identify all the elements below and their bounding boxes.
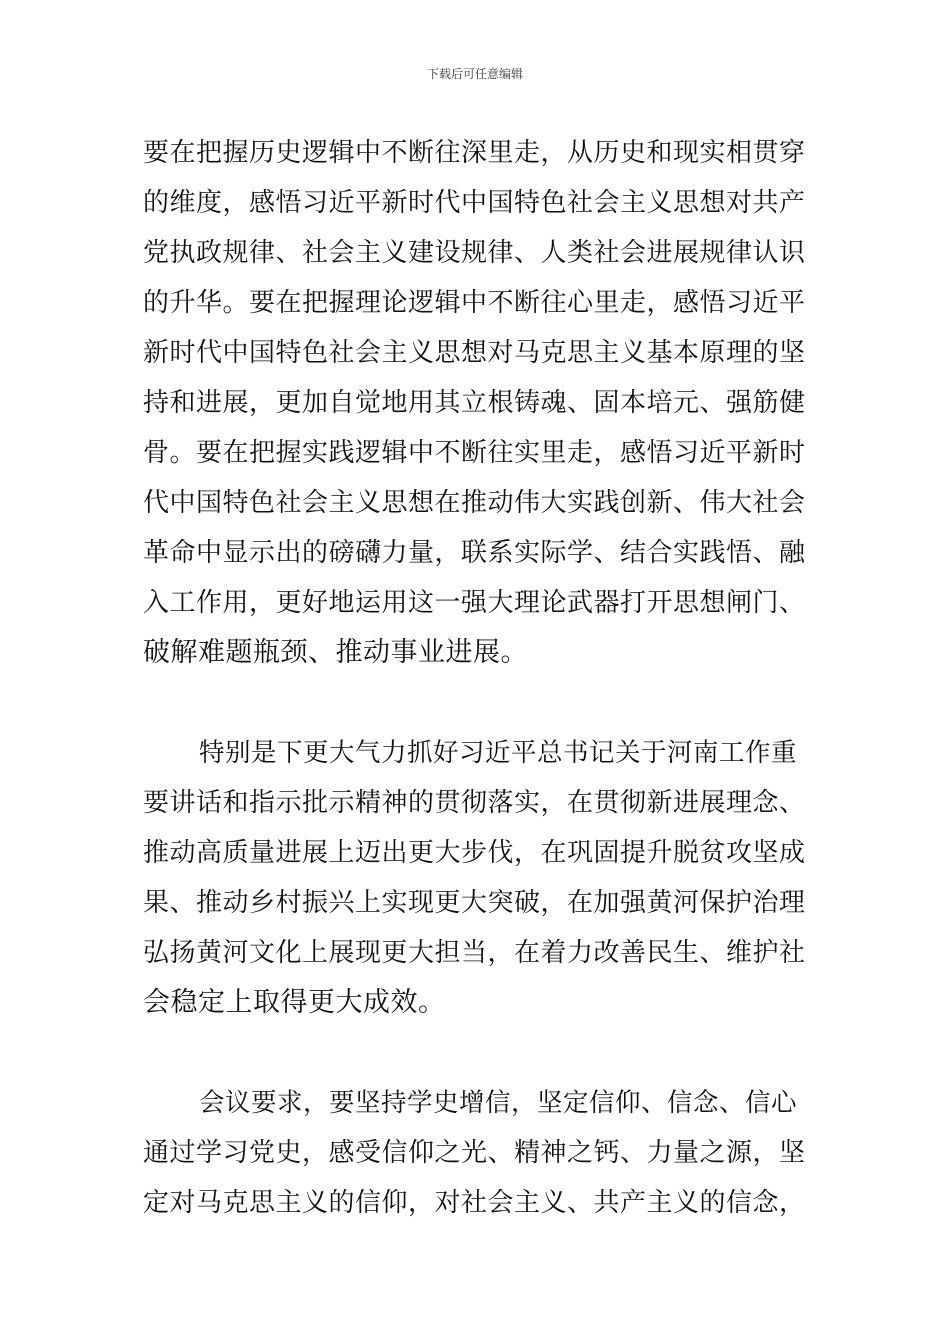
text-line: 通过学习党史，感受信仰之光、精神之钙、力量之源，坚 <box>143 1138 806 1168</box>
paragraph-2 <box>143 728 808 1028</box>
text-line: 入工作用，更好地运用这一强大理论武器打开思想闸门、 <box>143 588 806 618</box>
paragraph-spacer <box>143 1028 808 1078</box>
document-body <box>143 128 808 1228</box>
paragraph-1 <box>143 128 808 678</box>
text-line: 持和进展，更加自觉地用其立根铸魂、固本培元、强筋健 <box>143 388 806 418</box>
paragraph-spacer <box>143 678 808 728</box>
text-line: 果、推动乡村振兴上实现更大突破，在加强黄河保护治理 <box>143 888 806 918</box>
text-line: 定对马克思主义的信仰，对社会主义、共产主义的信念， <box>143 1188 806 1218</box>
text-line: 骨。要在把握实践逻辑中不断往实里走，感悟习近平新时 <box>143 438 806 468</box>
text-line: 会议要求，要坚持学史增信，坚定信仰、信念、信心 <box>199 1088 798 1118</box>
text-line: 破解难题瓶颈、推动事业进展。 <box>143 637 528 668</box>
paragraph-3 <box>143 1078 808 1228</box>
text-line: 要讲话和指示批示精神的贯彻落实，在贯彻新进展理念、 <box>143 788 806 818</box>
text-line: 的维度，感悟习近平新时代中国特色社会主义思想对共产 <box>143 188 806 218</box>
text-line: 推动高质量进展上迈出更大步伐，在巩固提升脱贫攻坚成 <box>143 838 806 868</box>
text-line: 新时代中国特色社会主义思想对马克思主义基本原理的坚 <box>143 338 806 368</box>
text-line: 党执政规律、社会主义建设规律、人类社会进展规律认识 <box>143 238 806 268</box>
text-line: 会稳定上取得更大成效。 <box>143 987 446 1018</box>
text-line: 要在把握历史逻辑中不断往深里走，从历史和现实相贯穿 <box>143 138 806 168</box>
text-line: 特别是下更大气力抓好习近平总书记关于河南工作重 <box>199 738 798 768</box>
text-line: 代中国特色社会主义思想在推动伟大实践创新、伟大社会 <box>143 488 806 518</box>
text-line: 的升华。要在把握理论逻辑中不断往心里走，感悟习近平 <box>143 288 806 318</box>
text-line: 弘扬黄河文化上展现更大担当，在着力改善民生、维护社 <box>143 938 806 968</box>
text-line: 革命中显示出的磅礴力量，联系实际学、结合实践悟、融 <box>143 538 806 568</box>
header-note: 下载后可任意编辑 <box>426 67 523 81</box>
